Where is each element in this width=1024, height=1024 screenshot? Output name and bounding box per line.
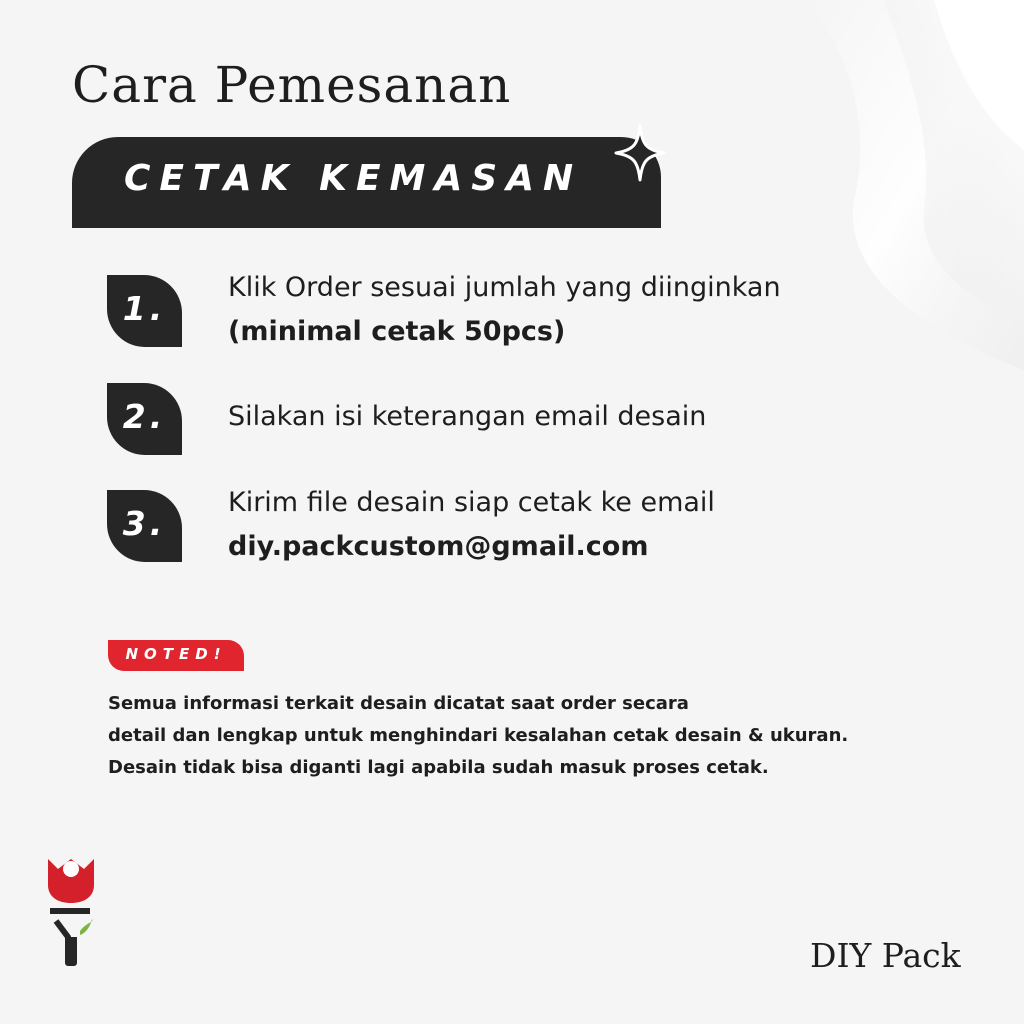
step-1-text: [228, 266, 781, 354]
note-body: [108, 688, 848, 784]
step-2-line-1: Silakan isi keterangan email desain: [228, 401, 707, 432]
step-3-line-1: Kirim file desain siap cetak ke email: [228, 487, 715, 518]
note-line-1: Semua informasi terkait desain dicatat saat order secara: [108, 693, 689, 714]
diy-pack-logo: [44, 855, 98, 967]
step-3-text: [228, 481, 715, 569]
step-2-text: [228, 395, 706, 439]
noted-badge: [108, 640, 244, 671]
fabric-decoration: [784, 0, 1024, 380]
sparkle-icon: [614, 124, 666, 182]
step-1-line-1: Klik Order sesuai jumlah yang diinginkan: [228, 272, 781, 303]
step-2-badge: [107, 383, 182, 455]
step-3-badge: [107, 490, 182, 562]
brand-name: DIY Pack: [810, 936, 961, 975]
note-line-3: Desain tidak bisa diganti lagi apabila sudah masuk proses cetak.: [108, 757, 769, 778]
banner-label: CETAK KEMASAN: [124, 158, 583, 199]
noted-badge-label: NOTED!: [125, 645, 227, 663]
step-3-email: diy.packcustom@gmail.com: [228, 531, 649, 562]
step-3-number: 3.: [122, 504, 167, 543]
step-1-line-2: (minimal cetak 50pcs): [228, 316, 566, 347]
page-title: Cara Pemesanan: [72, 56, 512, 114]
step-1-badge: [107, 275, 182, 347]
step-2-number: 2.: [122, 397, 167, 436]
note-line-2: detail dan lengkap untuk menghindari kesalahan cetak desain & ukuran.: [108, 725, 849, 746]
step-1-number: 1.: [122, 289, 167, 328]
